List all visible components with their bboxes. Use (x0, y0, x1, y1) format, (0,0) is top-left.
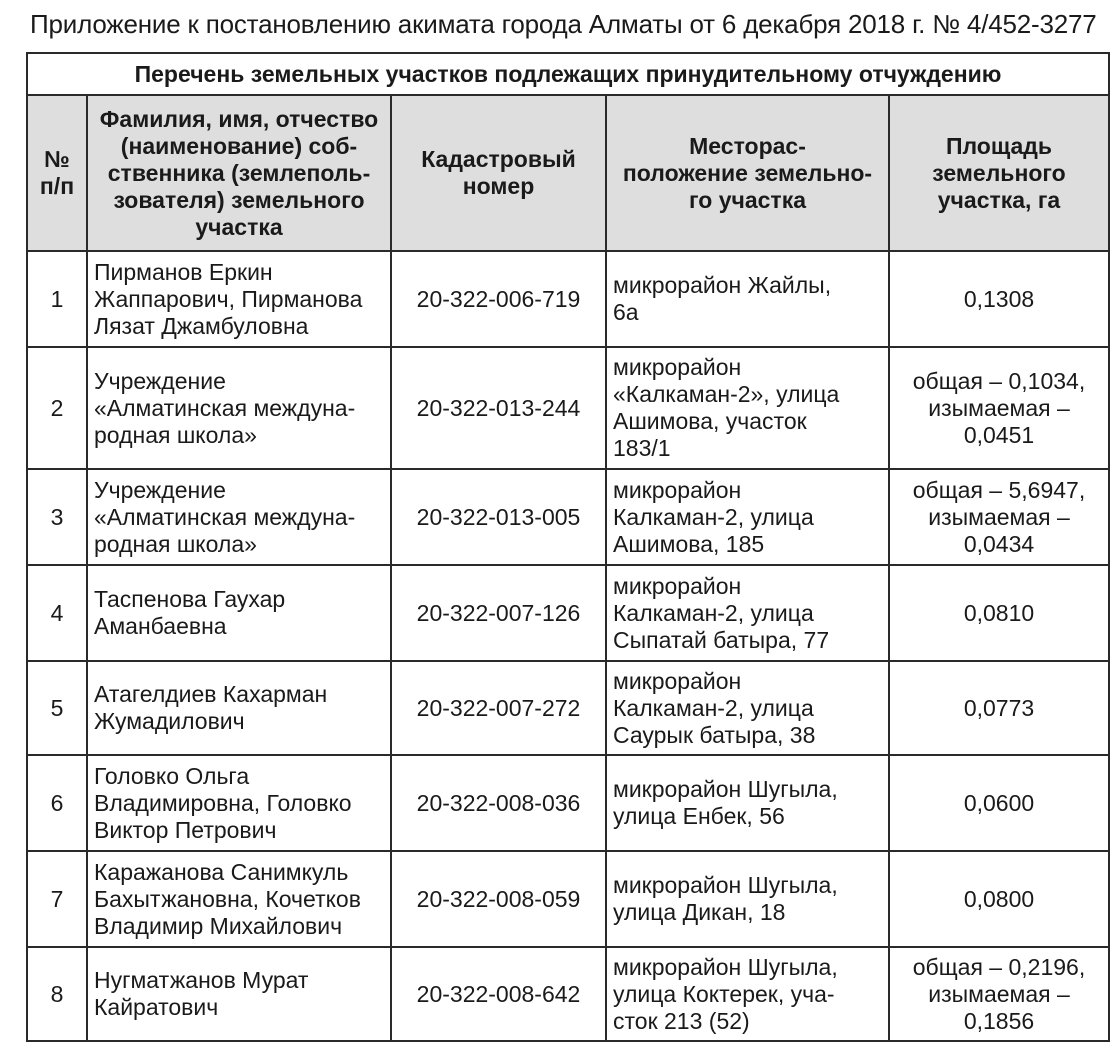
owner-name: Пирманов Еркин Жаппарович, Пирманова Лязат Джамбуловна (87, 251, 391, 347)
table-title-row (27, 53, 1109, 95)
column-header-number: № п/п (27, 95, 87, 251)
column-header-location: Месторас- положение земельно- го участка (606, 95, 889, 251)
plot-area: 0,0800 (889, 851, 1109, 947)
column-header-owner: Фамилия, имя, отчество (наименование) соб- ственника (землеполь- зователя) земельного участка (87, 95, 391, 251)
row-number: 7 (27, 851, 87, 947)
row-number: 1 (27, 251, 87, 347)
plot-location: микрорайон Калкаман-2, улица Сыпатай батыра, 77 (606, 565, 889, 661)
plot-location: микрорайон Шугыла, улица Дикан, 18 (606, 851, 889, 947)
cadastral-number: 20-322-006-719 (391, 251, 606, 347)
plot-location: микрорайон Калкаман-2, улица Ашимова, 185 (606, 469, 889, 565)
plot-location: микрорайон Шугыла, улица Коктерек, уча- сток 213 (52) (606, 947, 889, 1041)
plot-location: микрорайон «Калкаман-2», улица Ашимова, участок 183/1 (606, 347, 889, 469)
cadastral-number: 20-322-007-126 (391, 565, 606, 661)
table-title: Перечень земельных участков подлежащих принудительному отчуждению (27, 53, 1109, 95)
table-row (27, 565, 1109, 661)
column-header-area: Площадь земельного участка, га (889, 95, 1109, 251)
table-row (27, 755, 1109, 851)
plot-area: общая – 0,1034, изымаемая – 0,0451 (889, 347, 1109, 469)
cadastral-number: 20-322-008-642 (391, 947, 606, 1041)
table-row (27, 347, 1109, 469)
column-header-cadastral: Кадастровый номер (391, 95, 606, 251)
land-plots-table (26, 52, 1110, 1042)
owner-name: Таспенова Гаухар Аманбаевна (87, 565, 391, 661)
plot-location: микрорайон Жайлы, 6а (606, 251, 889, 347)
row-number: 8 (27, 947, 87, 1041)
row-number: 6 (27, 755, 87, 851)
plot-area: общая – 0,2196, изымаемая – 0,1856 (889, 947, 1109, 1041)
plot-location: микрорайон Шугыла, улица Енбек, 56 (606, 755, 889, 851)
cadastral-number: 20-322-007-272 (391, 661, 606, 755)
plot-location: микрорайон Калкаман-2, улица Саурык батыра, 38 (606, 661, 889, 755)
plot-area: 0,1308 (889, 251, 1109, 347)
table-row (27, 851, 1109, 947)
owner-name: Учреждение «Алматинская междуна- родная школа» (87, 347, 391, 469)
owner-name: Головко Ольга Владимировна, Головко Виктор Петрович (87, 755, 391, 851)
owner-name: Атагелдиев Кахарман Жумадилович (87, 661, 391, 755)
cadastral-number: 20-322-013-005 (391, 469, 606, 565)
cadastral-number: 20-322-008-059 (391, 851, 606, 947)
table-row (27, 947, 1109, 1041)
table-row (27, 469, 1109, 565)
owner-name: Учреждение «Алматинская междуна- родная школа» (87, 469, 391, 565)
row-number: 3 (27, 469, 87, 565)
table-header-row (27, 95, 1109, 251)
cadastral-number: 20-322-008-036 (391, 755, 606, 851)
table-row (27, 251, 1109, 347)
plot-area: 0,0810 (889, 565, 1109, 661)
row-number: 5 (27, 661, 87, 755)
document-header: Приложение к постановлению акимата города Алматы от 6 декабря 2018 г. № 4/452-3277 (30, 9, 1097, 39)
plot-area: общая – 5,6947, изымаемая – 0,0434 (889, 469, 1109, 565)
cadastral-number: 20-322-013-244 (391, 347, 606, 469)
row-number: 4 (27, 565, 87, 661)
owner-name: Нугматжанов Мурат Кайратович (87, 947, 391, 1041)
table-row (27, 661, 1109, 755)
row-number: 2 (27, 347, 87, 469)
owner-name: Каражанова Санимкуль Бахытжановна, Кочетков Владимир Михайлович (87, 851, 391, 947)
plot-area: 0,0600 (889, 755, 1109, 851)
plot-area: 0,0773 (889, 661, 1109, 755)
